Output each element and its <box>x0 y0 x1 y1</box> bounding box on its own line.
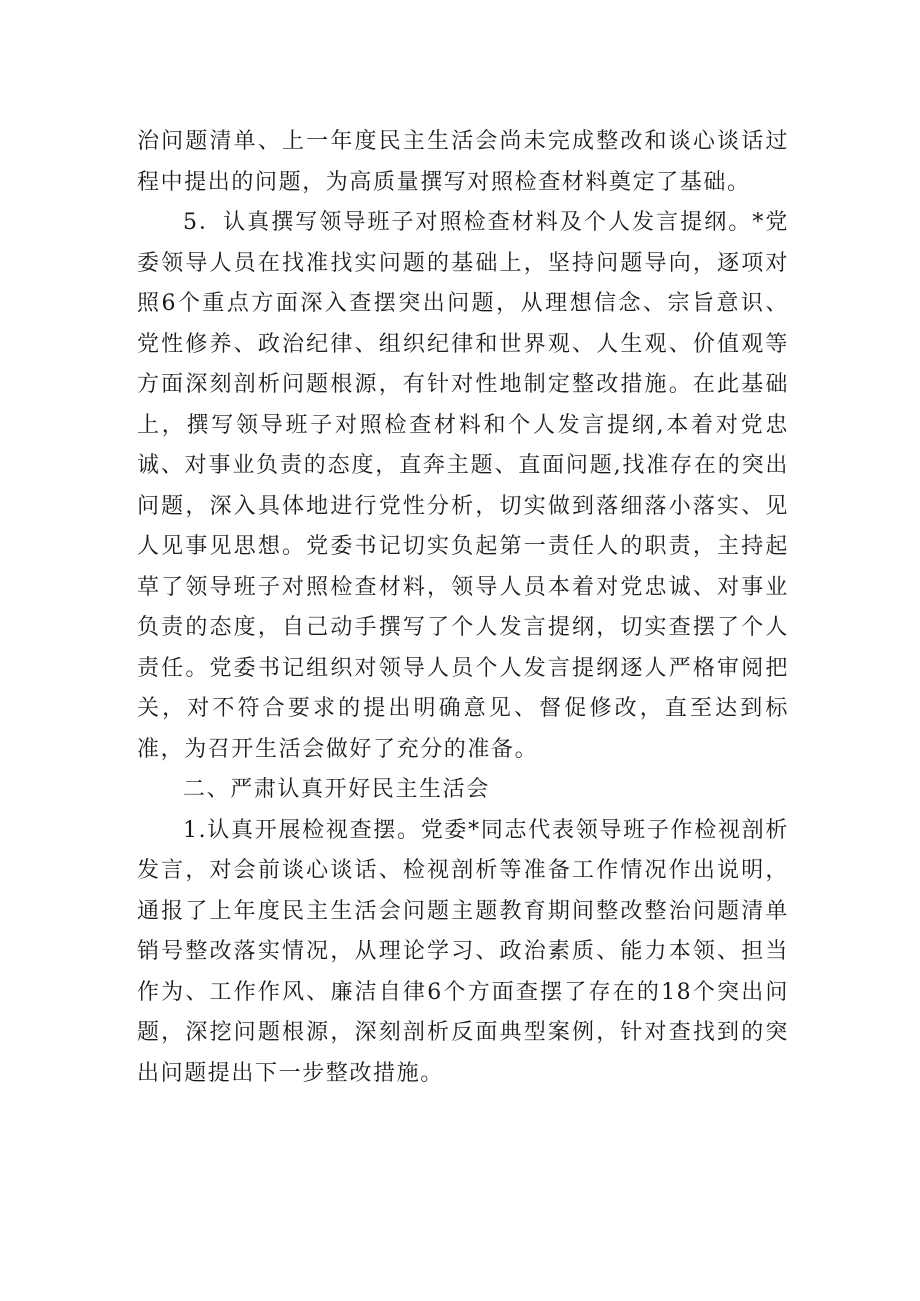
paragraph-continuation: 治问题清单、上一年度民主生活会尚未完成整改和谈心谈话过程中提出的问题，为高质量撰写对照检查材料奠定了基础。 <box>137 129 789 195</box>
section-heading: 二、严肃认真开好民主生活会 <box>183 777 490 802</box>
document-page <box>137 122 789 1094</box>
paragraph-item-5: 5．认真撰写领导班子对照检查材料及个人发言提纲。*党委领导人员在找准找实问题的基础上，坚持问题导向，逐项对照6个重点方面深入查摆突出问题，从理想信念、宗旨意识、党性修养、政治纪律、组织纪律和世界观、人生观、价值观等方面深刻剖析问题根源，有针对性地制定整改措施。在此基础上，撰写领导班子对照检查材料和个人发言提纲,本着对党忠诚、对事业负责的态度，直奔主题、直面问题,找准存在的突出问题，深入具体地进行党性分析，切实做到落细落小落实、见人见事见思想。党委书记切实负起第一责任人的职责，主持起草了领导班子对照检查材料，领导人员本着对党忠诚、对事业负责的态度，自己动手撰写了个人发言提纲，切实查摆了个人责任。党委书记组织对领导人员个人发言提纲逐人严格审阅把关，对不符合要求的提出明确意见、督促修改，直至达到标准，为召开生活会做好了充分的准备。 <box>137 210 789 762</box>
paragraph-section2-item-1: 1.认真开展检视查摆。党委*同志代表领导班子作检视剖析发言，对会前谈心谈话、检视剖析等准备工作情况作出说明，通报了上年度民主生活会问题主题教育期间整改整治问题清单销号整改落实情况，从理论学习、政治素质、能力本领、担当作为、工作作风、廉洁自律6个方面查摆了存在的18个突出问题，深挖问题根源，深刻剖析反面典型案例，针对查找到的突出问题提出下一步整改措施。 <box>137 817 789 1086</box>
